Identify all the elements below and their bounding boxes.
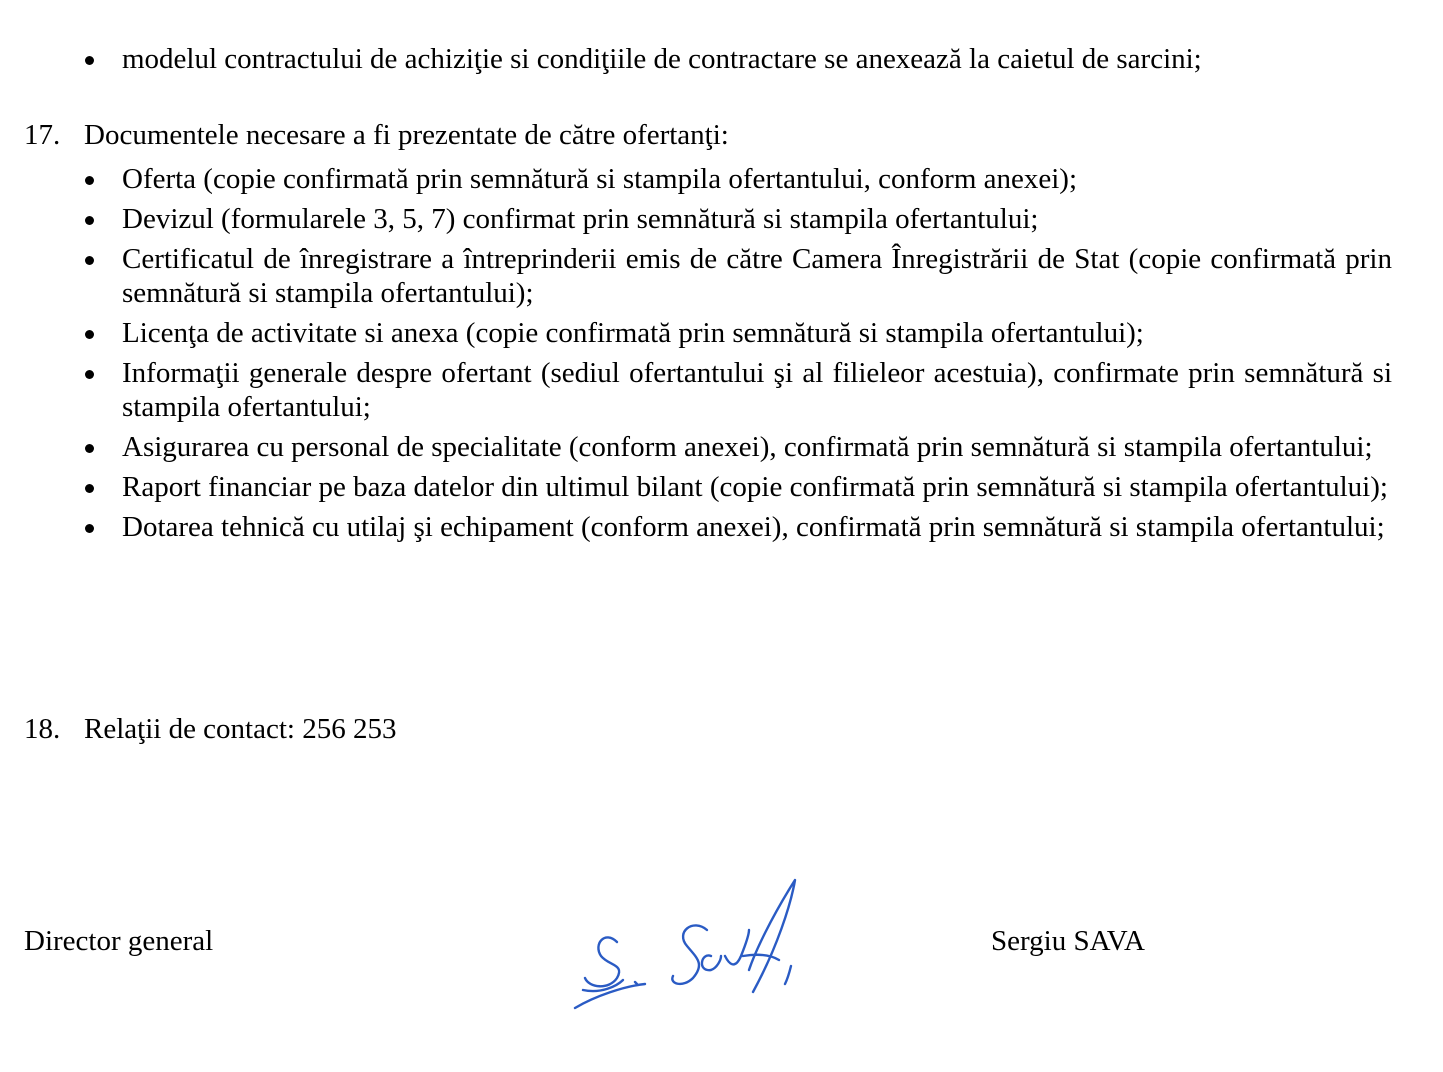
section-title: Documentele necesare a fi prezentate de către ofertanţi: <box>84 119 729 151</box>
list-item-text: Oferta (copie confirmată prin semnătură si stampila ofertantului, conform anexei); <box>122 163 1078 195</box>
list-item <box>80 162 1392 196</box>
list-item-text: Licenţa de activitate si anexa (copie confirmată prin semnătură si stampila ofertantului); <box>122 317 1144 349</box>
bullet-icon <box>85 216 94 225</box>
section-number: 18. <box>24 713 61 745</box>
list-item-text: Informaţii generale despre ofertant (sediul ofertantului şi al filieleor acestuia), confirmate prin semnătură si stampila ofertantului; <box>122 357 1392 423</box>
list-item-text: Certificatul de înregistrare a întreprinderii emis de către Camera Înregistrării de Stat (copie confirmată prin semnătură si stampila ofertantului); <box>122 243 1392 309</box>
list-item <box>80 316 1392 350</box>
section-17-list <box>80 162 1392 550</box>
bullet-icon <box>85 176 94 185</box>
signatory-position: Director general <box>24 925 214 957</box>
signature-stroke <box>702 955 721 970</box>
signature-stroke <box>725 930 749 964</box>
handwritten-signature <box>565 860 835 1020</box>
bullet-icon <box>85 444 94 453</box>
list-item <box>80 510 1392 544</box>
bullet-icon <box>85 56 94 65</box>
list-item <box>80 470 1392 504</box>
list-item <box>80 42 1392 76</box>
bullet-icon <box>85 330 94 339</box>
signature-stroke <box>785 966 791 984</box>
signatory-name: Sergiu SAVA <box>991 925 1145 957</box>
bullet-icon <box>85 484 94 493</box>
contact-text: Relaţii de contact: 256 253 <box>84 713 397 745</box>
bullet-icon <box>85 370 94 379</box>
list-item <box>80 430 1392 464</box>
list-item-text: Devizul (formularele 3, 5, 7) confirmat prin semnătură si stampila ofertantului; <box>122 203 1039 235</box>
list-item-text: Raport financiar pe baza datelor din ultimul bilant (copie confirmată prin semnătură si stampila ofertantului); <box>122 471 1388 503</box>
list-item <box>80 242 1392 310</box>
list-item-text: Dotarea tehnică cu utilaj şi echipament (conform anexei), confirmată prin semnătură si stampila ofertantului; <box>122 511 1385 543</box>
list-item-text: Asigurarea cu personal de specialitate (conform anexei), confirmată prin semnătură si stampila ofertantului; <box>122 431 1373 463</box>
signature-stroke <box>672 925 707 983</box>
section-number: 17. <box>24 119 61 151</box>
bullet-icon <box>85 256 94 265</box>
top-bullet-list <box>80 42 1392 82</box>
section-18-heading <box>24 712 1394 746</box>
bullet-icon <box>85 524 94 533</box>
signature-stroke <box>635 982 637 984</box>
signature-stroke <box>743 955 779 960</box>
list-item-text: modelul contractului de achiziţie si condiţiile de contractare se anexează la caietul de sarcini; <box>122 43 1202 75</box>
signature-stroke <box>585 937 619 986</box>
list-item <box>80 356 1392 424</box>
list-item <box>80 202 1392 236</box>
section-17-heading <box>24 118 1394 152</box>
